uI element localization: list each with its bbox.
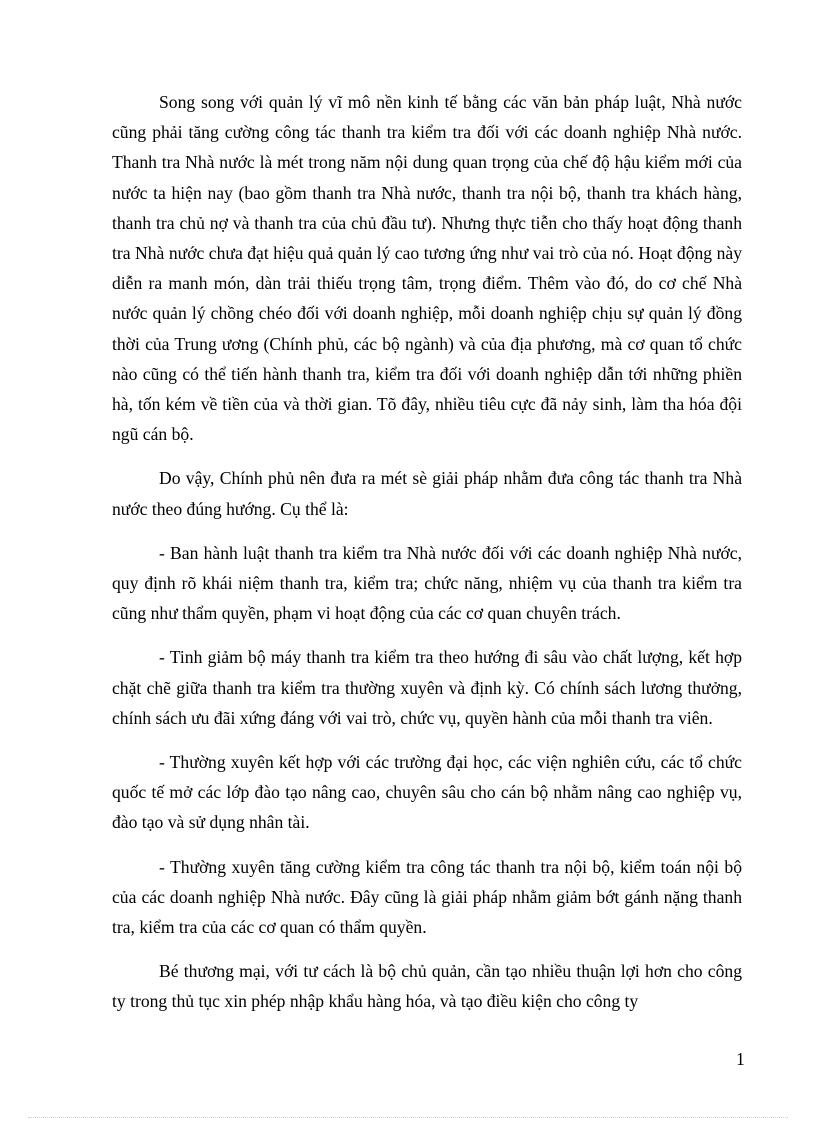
page-bottom-divider [28,1117,788,1118]
list-item-internal-audit: - Thường xuyên tăng cường kiểm tra công tác thanh tra nội bộ, kiểm toán nội bộ của các doanh nghiệp Nhà nước. Đây cũng là giải pháp nhằm giảm bớt gánh nặng thanh tra, kiểm tra của các cơ quan có thẩm quyền. [112,856,742,938]
paragraph-solutions-lead: Do vậy, Chính phủ nên đưa ra mét sè giải pháp nhằm đưa công tác thanh tra Nhà nước theo đúng hướng. Cụ thể là: [112,468,742,519]
paragraph-ministry: Bé thương mại, với tư cách là bộ chủ quản, cần tạo nhiều thuận lợi hơn cho công ty trong thủ tục xin phép nhập khẩu hàng hóa, và tạo điều kiện cho công ty [112,961,742,1012]
list-item-streamline: - Tinh giảm bộ máy thanh tra kiểm tra theo hướng đi sâu vào chất lượng, kết hợp chặt chẽ giữa thanh tra kiểm tra thường xuyên và định kỳ. Có chính sách lương thưởng, chính sách ưu đãi xứng đáng với vai trò, chức vụ, quyền hành của mỗi thanh tra viên. [112,647,742,728]
document-body [112,87,742,1031]
paragraph-intro: Song song với quản lý vĩ mô nền kinh tế bằng các văn bản pháp luật, Nhà nước cũng phải tăng cường công tác thanh tra kiểm tra đối với các doanh nghiệp Nhà nước. Thanh tra Nhà nước là mét trong năm nội dung quan trọng của chế độ hậu kiểm mới của nước ta hiện nay (bao gồm thanh tra Nhà nước, thanh tra nội bộ, thanh tra khách hàng, thanh tra chủ nợ và thanh tra của chủ đầu tư). Nhưng thực tiễn cho thấy hoạt động thanh tra Nhà nước chưa đạt hiệu quả quản lý cao tương ứng như vai trò của nó. Hoạt động này diễn ra manh món, dàn trải thiếu trọng tâm, trọng điểm. Thêm vào đó, do cơ chế Nhà nước quản lý chồng chéo đối với doanh nghiệp, mỗi doanh nghiệp chịu sự quản lý đồng thời của Trung ương (Chính phủ, các bộ ngành) và của địa phương, mà cơ quan tổ chức nào cũng có thể tiến hành thanh tra, kiểm tra đối với doanh nghiệp dẫn tới những phiền hà, tốn kém về tiền của và thời gian. Tõ đây, nhiều tiêu cực đã nảy sinh, làm tha hóa đội ngũ cán bộ. [112,92,742,445]
page-number: 1 [736,1049,745,1069]
list-item-training: - Thường xuyên kết hợp với các trường đại học, các viện nghiên cứu, các tổ chức quốc tế mở các lớp đào tạo nâng cao, chuyên sâu cho cán bộ nhằm nâng cao nghiệp vụ, đào tạo và sử dụng nhân tài. [112,752,742,833]
list-item-legislation: - Ban hành luật thanh tra kiểm tra Nhà nước đối với các doanh nghiệp Nhà nước, quy định rõ khái niệm thanh tra, kiểm tra; chức năng, nhiệm vụ của thanh tra kiểm tra cũng như thẩm quyền, phạm vi hoạt động của các cơ quan chuyên trách. [112,542,742,624]
